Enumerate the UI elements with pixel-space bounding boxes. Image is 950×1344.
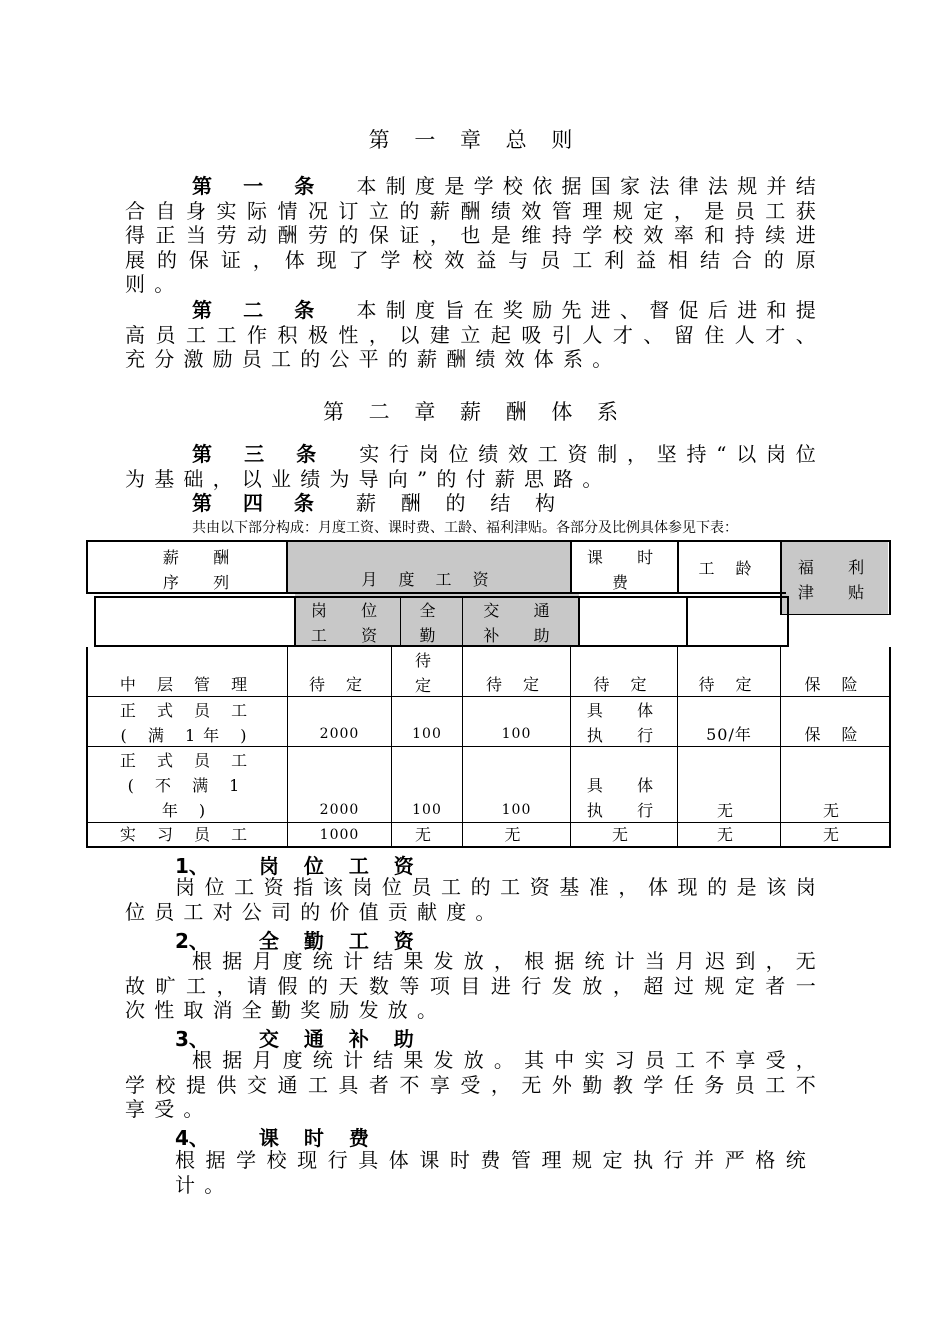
section-1-text: 岗位工资指该岗位员工的工资基准，体现的是该岗位员工对公司的价值贡献度。 bbox=[125, 875, 825, 924]
table-cell: 无 bbox=[504, 825, 529, 844]
article-2-label: 第 二 条 bbox=[192, 298, 327, 322]
article-3-text: 实行岗位绩效工资制，坚持“以岗位为基础，以业绩为导向”的付薪思路。 bbox=[125, 442, 825, 491]
header-seniority: 工 龄 bbox=[698, 559, 760, 578]
table-cell: 50/年 bbox=[706, 725, 752, 744]
section-4-title: 课 时 费 bbox=[258, 1126, 378, 1150]
header-welfare: 福 利 津 贴 bbox=[797, 558, 873, 602]
table-cell: 无 bbox=[822, 801, 847, 820]
table-row-name: 正 式 员 工 ( 满 1年 ) bbox=[119, 701, 256, 745]
table-cell: 具 体 执 行 bbox=[586, 701, 662, 745]
table-row-name: 中 层 管 理 bbox=[119, 675, 256, 694]
table-cell: 1000 bbox=[319, 827, 360, 843]
section-3-title: 交 通 补 助 bbox=[258, 1027, 423, 1051]
table-cell: 具 体 执 行 bbox=[586, 776, 662, 820]
chapter1-title: 第 一 章 总 则 bbox=[368, 128, 582, 152]
article-2-text: 本制度旨在奖励先进、督促后进和提高员工工作积极性，以建立起吸引人才、留住人才、充分激励员工的公平的薪酬绩效体系。 bbox=[125, 298, 825, 372]
header-class-fee: 课 时 费 bbox=[586, 548, 662, 592]
table-cell: 保 险 bbox=[804, 725, 866, 744]
section-1-number: 1、 bbox=[175, 854, 209, 878]
table-cell: 待 定 bbox=[485, 675, 548, 694]
header-series: 薪 酬 序 列 bbox=[162, 548, 238, 592]
table-cell: 100 bbox=[501, 802, 532, 818]
table-cell: 待 定 bbox=[308, 675, 371, 694]
section-4-heading bbox=[175, 1122, 378, 1151]
article-4-label: 第 四 条 bbox=[192, 491, 326, 515]
table-cell: 无 bbox=[716, 801, 741, 820]
table-cell: 无 bbox=[822, 825, 847, 844]
table-cell: 100 bbox=[412, 802, 442, 818]
table-cell: 2000 bbox=[319, 802, 360, 818]
table-cell: 待 定 bbox=[698, 675, 760, 694]
table-cell: 无 bbox=[611, 825, 636, 844]
section-2-title: 全 勤 工 资 bbox=[258, 929, 423, 953]
section-4-text: 根据学校现行具体课时费管理规定执行并严格统计。 bbox=[175, 1148, 815, 1197]
table-cell: 保 险 bbox=[804, 675, 866, 694]
table-row-name: 正 式 员 工 ( 不 满 1 年 ) bbox=[119, 751, 256, 820]
article-3-label: 第 三 条 bbox=[192, 442, 329, 466]
table-cell: 无 bbox=[414, 825, 439, 844]
table-intro: 共由以下部分构成：月度工资、课时费、工龄、福利津贴。各部分及比例具体参见下表： bbox=[192, 520, 738, 536]
section-3-text: 根据月度统计结果发放。其中实习员工不享受，学校提供交通工具者不享受，无外勤教学任务员工不享受。 bbox=[125, 1048, 825, 1122]
header-post-salary: 岗 位 工 资 bbox=[310, 601, 386, 645]
article-1-text: 本制度是学校依据国家法律法规并结合自身实际情况订立的薪酬绩效管理规定，是员工获得正当劳动酬劳的保证，也是维持学校效率和持续进展的保证，体现了学校效益与员工利益相结合的原则。 bbox=[125, 174, 825, 297]
article-4-text: 薪 酬 的 结 构 bbox=[355, 491, 565, 515]
section-1-title: 岗 位 工 资 bbox=[258, 854, 423, 878]
header-monthly: 月 度 工 资 bbox=[361, 570, 497, 589]
table-cell: 无 bbox=[716, 825, 741, 844]
section-2-text: 根据月度统计结果发放，根据统计当月迟到，无故旷工，请假的天数等项目进行发放，超过规定者一次性取消全勤奖励发放。 bbox=[125, 949, 825, 1023]
table-cell: 100 bbox=[501, 726, 532, 742]
header-attendance: 全 勤 bbox=[419, 601, 444, 645]
chapter2-title: 第 二 章 薪 酬 体 系 bbox=[322, 400, 628, 424]
header-transport: 交 通 补 助 bbox=[483, 601, 558, 645]
table-cell: 100 bbox=[412, 726, 442, 742]
table-row-name: 实 习 员 工 bbox=[119, 825, 256, 844]
table-cell: 待 定 bbox=[414, 651, 439, 695]
article-1-label: 第 一 条 bbox=[192, 174, 327, 198]
table-cell: 2000 bbox=[319, 726, 360, 742]
section-4-number: 4、 bbox=[175, 1126, 209, 1150]
section-2-number: 2、 bbox=[175, 929, 209, 953]
table-cell: 待 定 bbox=[593, 675, 655, 694]
section-3-number: 3、 bbox=[175, 1027, 209, 1051]
